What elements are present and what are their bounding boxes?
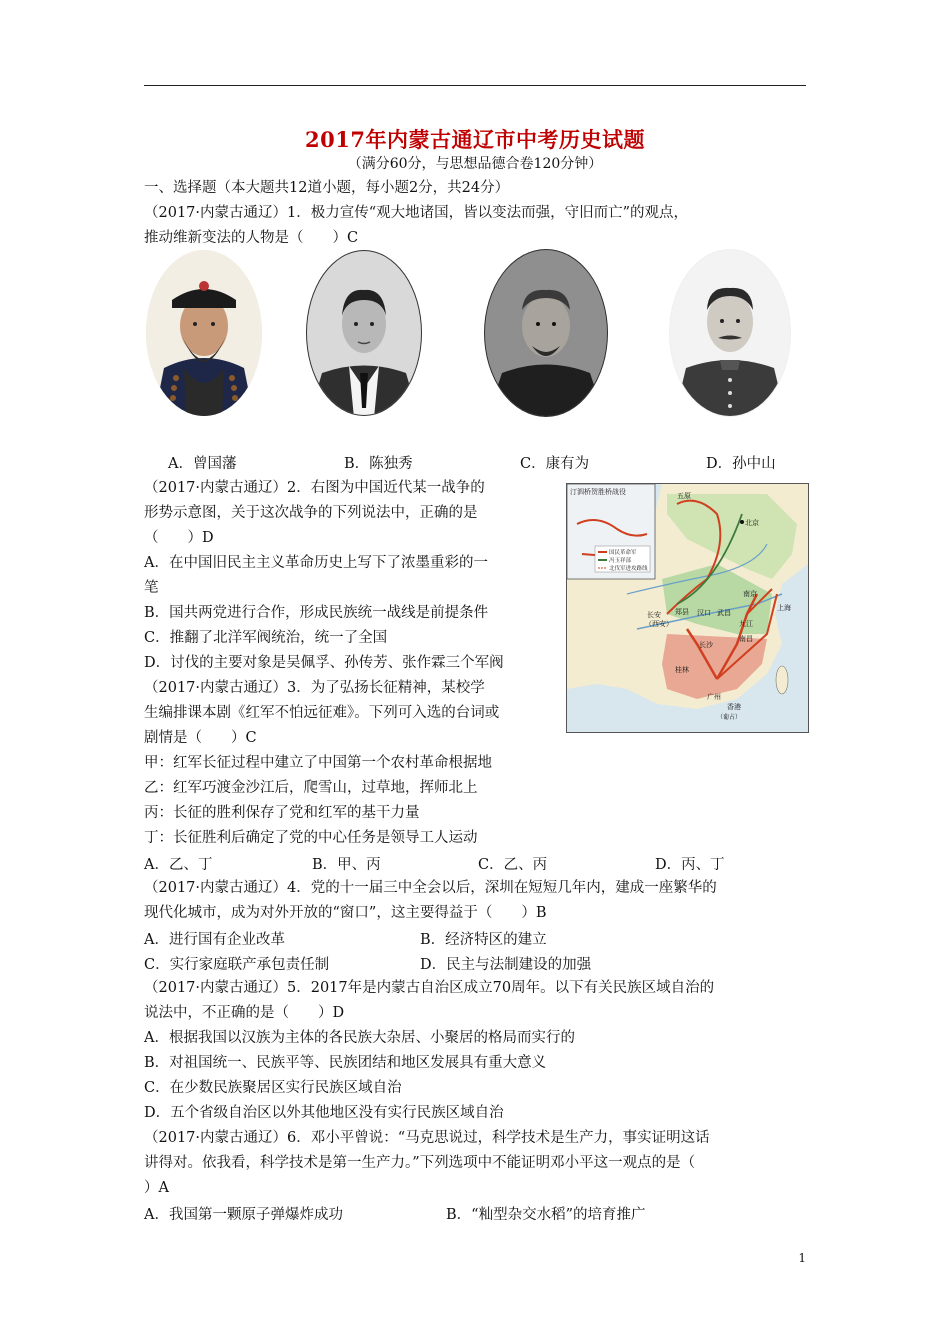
q6-option-a: A．我国第一颗原子弹爆炸成功 bbox=[144, 1207, 343, 1223]
q2-option-c: C．推翻了北洋军阀统治，统一了全国 bbox=[144, 630, 388, 646]
q3-option-c: C．乙、丙 bbox=[478, 857, 548, 873]
map-label-guangzhou: 广州 bbox=[707, 693, 721, 701]
portrait-kang-youwei-image bbox=[482, 248, 610, 418]
page-title: 2017年内蒙古通辽市中考历史试题 bbox=[305, 127, 645, 152]
q1-stem-line1: （2017·内蒙古通辽）1．极力宣传“观大地诸国，皆以变法而强，守旧而亡”的观点， bbox=[144, 205, 689, 221]
map-label-shanghai: 上海 bbox=[777, 604, 791, 612]
q1-option-c: C．康有为 bbox=[520, 456, 590, 472]
section-heading: 一、选择题（本大题共12道小题，每小题2分，共24分） bbox=[144, 180, 510, 196]
map-legend-1: 国民革命军 bbox=[609, 550, 637, 556]
page-subtitle: （满分60分，与思想品德合卷120分钟） bbox=[347, 156, 603, 172]
map-label-beijing: 北京 bbox=[745, 519, 759, 527]
q1-portraits bbox=[144, 248, 806, 428]
map-label-wuchang: 武昌 bbox=[717, 609, 731, 617]
q1-option-a: A．曾国藩 bbox=[168, 456, 237, 472]
q2-option-d: D．讨伐的主要对象是吴佩孚、孙传芳、张作霖三个军阀 bbox=[144, 655, 504, 671]
map-label-changsha: 长沙 bbox=[699, 641, 713, 649]
map-inset-title: 汀泗桥贺胜桥战役 bbox=[570, 488, 626, 496]
q6-stem-line3: ）A bbox=[144, 1180, 169, 1196]
q6-stem-line1: （2017·内蒙古通辽）6．邓小平曾说：“马克思说过，科学技术是生产力，事实证明这话 bbox=[144, 1130, 710, 1146]
q6-stem-line2: 讲得对。依我看，科学技术是第一生产力。”下列选项中不能证明邓小平这一观点的是（ bbox=[144, 1155, 696, 1171]
q2-option-a-line1: A．在中国旧民主主义革命历史上写下了浓墨重彩的一 bbox=[144, 555, 488, 571]
map-label-macau: （葡占） bbox=[717, 714, 742, 721]
q1-option-d: D．孙中山 bbox=[706, 456, 776, 472]
header-rule bbox=[144, 85, 806, 86]
q5-stem-line2: 说法中，不正确的是（ ）D bbox=[144, 1005, 345, 1021]
q3-stem-line1: （2017·内蒙古通辽）3．为了弘扬长征精神，某校学 bbox=[144, 680, 485, 696]
map-label-guilin: 桂林 bbox=[675, 666, 689, 674]
map-legend-3: 北伐军进攻路线 bbox=[609, 566, 648, 572]
q5-option-c: C．在少数民族聚居区实行民族区域自治 bbox=[144, 1080, 402, 1096]
q1-stem-line2: 推动维新变法的人物是（ ）C bbox=[144, 230, 359, 246]
page-number: 1 bbox=[798, 1251, 806, 1265]
q2-stem-line2: 形势示意图，关于这次战争的下列说法中，正确的是 bbox=[144, 505, 478, 521]
map-label-zhengzhou: 郑县 bbox=[675, 608, 689, 616]
q4-option-c: C．实行家庭联产承包责任制 bbox=[144, 957, 330, 973]
q5-option-a: A．根据我国以汉族为主体的各民族大杂居、小聚居的格局而实行的 bbox=[144, 1030, 575, 1046]
q4-option-b: B．经济特区的建立 bbox=[420, 932, 547, 948]
q3-item-bing: 丙：长征的胜利保存了党和红军的基干力量 bbox=[144, 805, 420, 821]
q3-item-ding: 丁：长征胜利后确定了党的中心任务是领导工人运动 bbox=[144, 830, 478, 846]
map-label-xian: （西安） bbox=[645, 620, 673, 628]
q3-option-d: D．丙、丁 bbox=[655, 857, 725, 873]
q5-option-b: B．对祖国统一、民族平等、民族团结和地区发展具有重大意义 bbox=[144, 1055, 547, 1071]
q3-stem-line3: 剧情是（ ）C bbox=[144, 730, 257, 746]
map-label-hankou: 汉口 bbox=[697, 609, 711, 617]
q5-option-d: D．五个省级自治区以外其他地区没有实行民族区域自治 bbox=[144, 1105, 504, 1121]
q3-option-b: B．甲、丙 bbox=[312, 857, 381, 873]
portrait-sun-yat-sen-image bbox=[668, 248, 792, 418]
q2-option-b: B．国共两党进行合作，形成民族统一战线是前提条件 bbox=[144, 605, 489, 621]
q3-stem-line2: 生编排课本剧《红军不怕远征难》。下列可入选的台词或 bbox=[144, 705, 500, 721]
map-label-changan: 长安 bbox=[647, 611, 661, 619]
q6-option-b: B．“籼型杂交水稻”的培育推广 bbox=[446, 1207, 646, 1223]
map-image bbox=[567, 484, 808, 732]
map-label-wuyuan: 五原 bbox=[677, 492, 691, 500]
q4-stem-line2: 现代化城市，成为对外开放的“窗口”，这主要得益于（ ）B bbox=[144, 905, 547, 921]
map-label-jiujiang: 九江 bbox=[739, 620, 753, 628]
map-label-hongkong: 香港 bbox=[727, 703, 741, 711]
portrait-zeng-guofan-image bbox=[144, 248, 264, 418]
q2-stem-line3: （ ）D bbox=[144, 530, 214, 546]
q3-item-jia: 甲：红军长征过程中建立了中国第一个农村革命根据地 bbox=[144, 755, 492, 771]
q5-stem-line1: （2017·内蒙古通辽）5．2017年是内蒙古自治区成立70周年。以下有关民族区域自治的 bbox=[144, 980, 715, 996]
q2-stem-line1: （2017·内蒙古通辽）2．右图为中国近代某一战争的 bbox=[144, 480, 485, 496]
northern-expedition-map bbox=[566, 483, 809, 733]
q2-option-a-line2: 笔 bbox=[144, 580, 159, 596]
portrait-chen-duxiu-image bbox=[304, 248, 424, 418]
q1-option-b: B．陈独秀 bbox=[344, 456, 413, 472]
map-legend-2: 冯玉祥部 bbox=[609, 558, 632, 564]
q3-item-yi: 乙：红军巧渡金沙江后，爬雪山，过草地，挥师北上 bbox=[144, 780, 478, 796]
map-label-nanjing: 南京 bbox=[743, 590, 757, 598]
q4-option-a: A．进行国有企业改革 bbox=[144, 932, 285, 948]
q4-stem-line1: （2017·内蒙古通辽）4．党的十一届三中全会以后，深圳在短短几年内，建成一座繁华的 bbox=[144, 880, 717, 896]
map-label-nanchang: 南昌 bbox=[739, 635, 753, 643]
q3-option-a: A．乙、丁 bbox=[144, 857, 213, 873]
q4-option-d: D．民主与法制建设的加强 bbox=[420, 957, 592, 973]
